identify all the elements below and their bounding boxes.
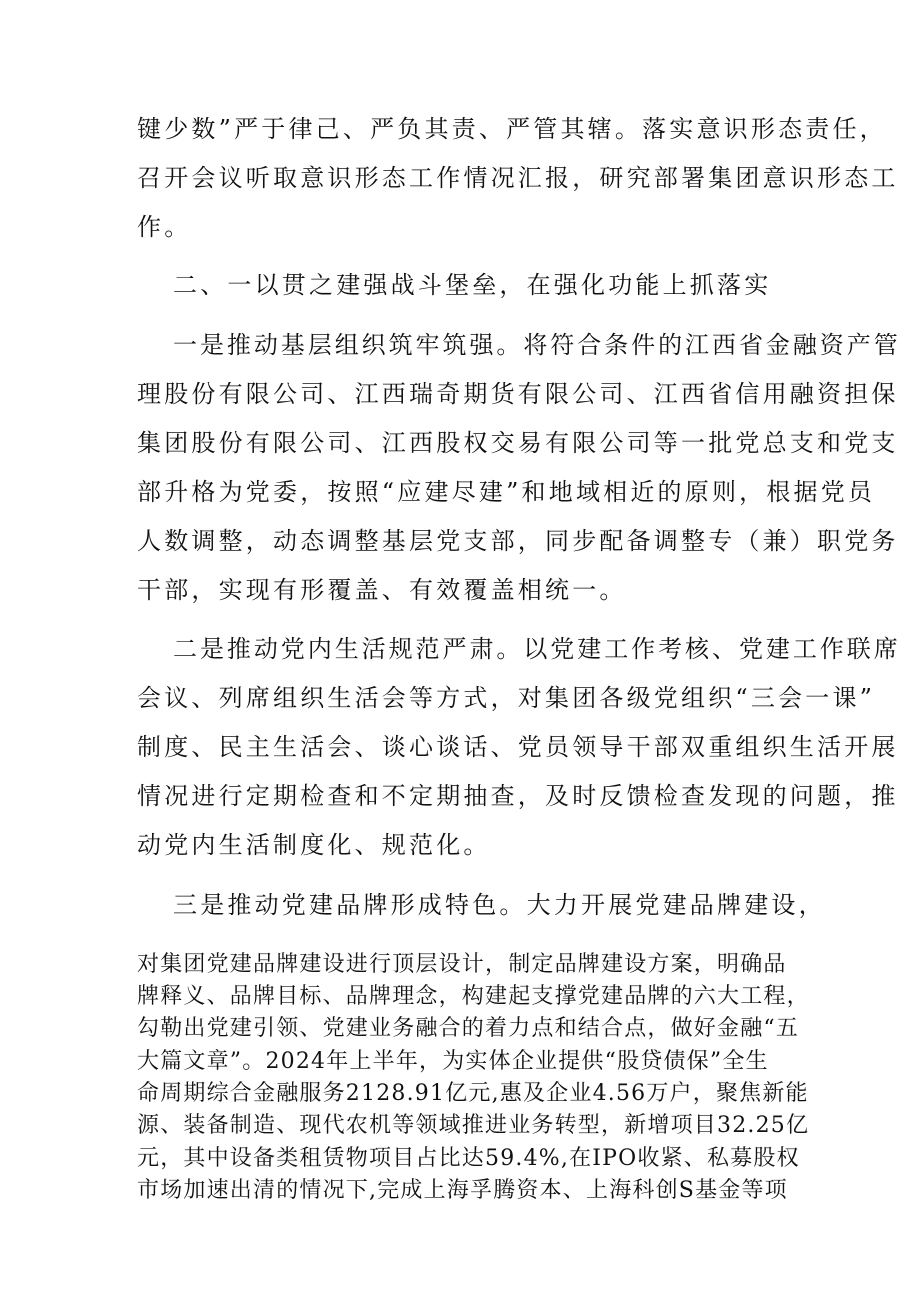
text-line: 制度、民主生活会、谈心谈话、党员领导干部双重组织生活开展 [137, 733, 899, 761]
text-line: 动党内生活制度化、规范化。 [137, 831, 491, 859]
text-line: 命周期综合金融服务2128.91亿元,惠及企业4.56万户，聚焦新能 [137, 1081, 809, 1106]
text-line: 二是推动党内生活规范严肃。以党建工作考核、党建工作联席 [173, 635, 901, 663]
text-line: 一是推动基层组织筑牢筑强。将符合条件的江西省金融资产管 [173, 331, 901, 359]
text-line: 源、装备制造、现代农机等领域推进业务转型，新增项目32.25亿 [137, 1113, 810, 1138]
text-line: 情况进行定期检查和不定期抽查，及时反馈检查发现的问题，推 [137, 782, 899, 810]
text-line: 勾勒出党建引领、党建业务融合的着力点和结合点，做好金融“五 [137, 1016, 800, 1041]
text-line: 键少数”严于律己、严负其责、严管其辖。落实意识形态责任， [137, 115, 887, 143]
text-line: 牌释义、品牌目标、品牌理念，构建起支撑党建品牌的六大工程， [137, 984, 810, 1009]
text-line: 干部，实现有形覆盖、有效覆盖相统一。 [137, 576, 627, 604]
text-line: 人数调整，动态调整基层党支部，同步配备调整专（兼）职党务 [137, 527, 899, 555]
text-line: 作。 [137, 213, 192, 241]
text-line: 三是推动党建品牌形成特色。大力开展党建品牌建设， [173, 891, 826, 919]
text-line: 会议、列席组织生活会等方式，对集团各级党组织“三会一课” [137, 684, 876, 712]
text-line: 部升格为党委，按照“应建尽建”和地域相近的原则，根据党员 [137, 478, 876, 506]
text-line: 大篇文章”。2024年上半年，为实体企业提供“股贷债保”全生 [137, 1049, 769, 1074]
text-line: 元，其中设备类租赁物项目占比达59.4%,在IPO收紧、私募股权 [137, 1146, 800, 1171]
text-line: 对集团党建品牌建设进行顶层设计，制定品牌建设方案，明确品 [137, 952, 787, 977]
text-line: 市场加速出清的情况下,完成上海孚腾资本、上海科创S基金等项 [137, 1178, 788, 1203]
text-line: 召开会议听取意识形态工作情况汇报，研究部署集团意识形态工 [137, 164, 899, 192]
text-line: 集团股份有限公司、江西股权交易有限公司等一批党总支和党支 [137, 429, 899, 457]
section-heading: 二、一以贯之建强战斗堡垒，在强化功能上抓落实 [173, 271, 772, 299]
text-line: 理股份有限公司、江西瑞奇期货有限公司、江西省信用融资担保 [137, 380, 899, 408]
